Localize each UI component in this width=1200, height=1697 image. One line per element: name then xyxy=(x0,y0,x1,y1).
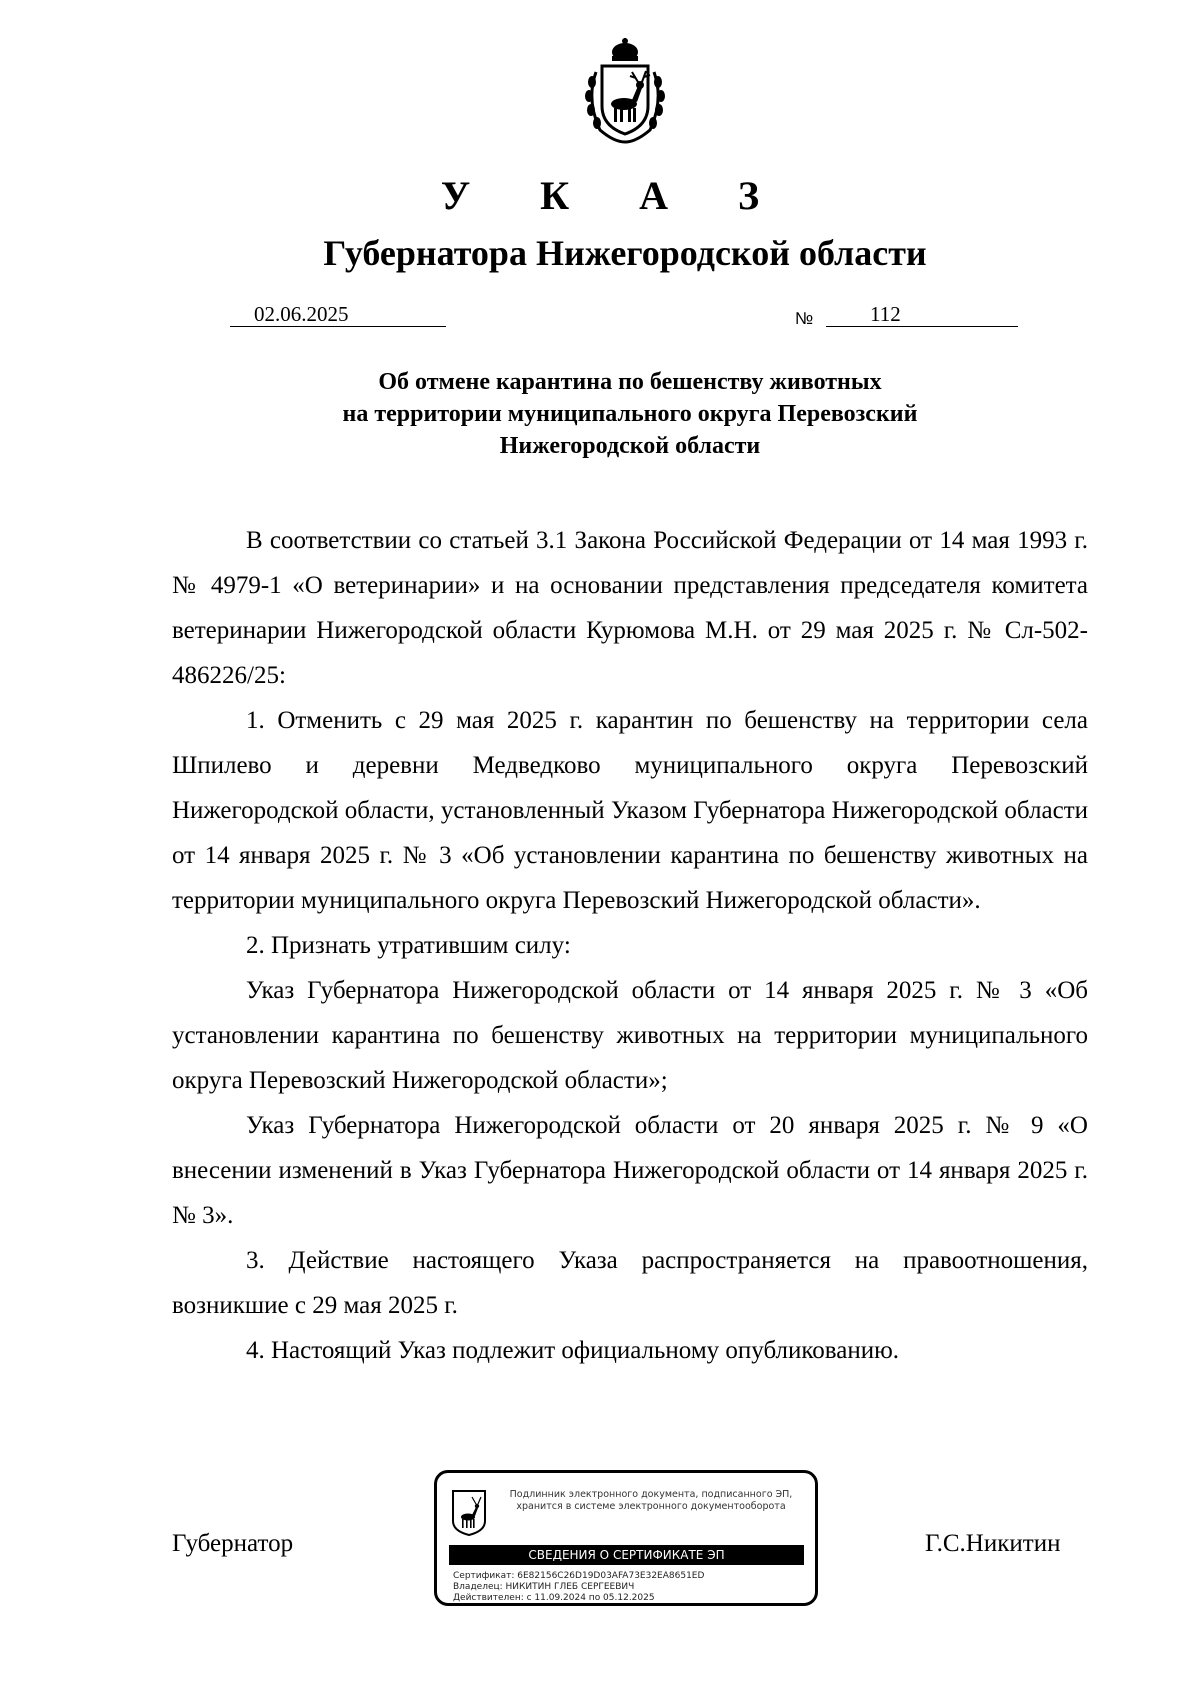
paragraph-item-1: 1. Отменить с 29 мая 2025 г. карантин по бешенству на территории села Шпилево и деревни Медведково муниципального округа Перевозский Нижегородской области, установленный Указом Губернатора Нижегородской области от 14 января 2025 г. № 3 «Об установлении карантина по бешенству животных на территории муниципального округа Перевозский Нижегородской области». xyxy=(172,707,1088,914)
issuer-title: Губернатора Нижегородской области xyxy=(323,233,927,273)
certificate-details xyxy=(453,1571,803,1604)
subject-line: Об отмене карантина по бешенству животных xyxy=(378,369,882,395)
paragraph-preamble: В соответствии со статьей 3.1 Закона Российской Федерации от 14 мая 1993 г. № 4979-1 «О ветеринарии» и на основании представления председателя комитета ветеринарии Нижегородской области Курюмова М.Н. от 29 мая 2025 г. № Сл-502-486226/25: xyxy=(172,527,1088,689)
certificate-owner: Владелец: НИКИТИН ГЛЕБ СЕРГЕЕВИЧ xyxy=(453,1582,635,1592)
subject-line: Нижегородской области xyxy=(499,433,761,459)
document-subject xyxy=(0,366,1200,462)
paragraph-item-2: 2. Признать утратившим силу: xyxy=(246,932,571,959)
stamp-note-line: хранится в системе электронного документооборота xyxy=(516,1501,786,1512)
electronic-signature-stamp xyxy=(434,1470,818,1606)
stamp-note xyxy=(491,1489,811,1513)
certificate-serial: Сертификат: 6E82156C26D19D03AFA73E32EA8651ED xyxy=(453,1571,705,1581)
certificate-validity: Действителен: с 11.09.2024 по 05.12.2025 xyxy=(453,1593,655,1603)
subject-line: на территории муниципального округа Перевозский xyxy=(342,401,918,427)
document-date: 02.06.2025 xyxy=(230,302,446,327)
number-sign: № xyxy=(795,309,814,328)
signatory-position: Губернатор xyxy=(172,1530,294,1557)
coat-of-arms-icon xyxy=(570,38,680,148)
document-number: 112 xyxy=(826,302,1018,327)
signatory-name: Г.С.Никитин xyxy=(925,1530,1061,1557)
document-type-title: У К А З xyxy=(440,173,790,218)
document-body xyxy=(172,518,1088,1373)
certificate-info-banner: СВЕДЕНИЯ О СЕРТИФИКАТЕ ЭП xyxy=(449,1545,804,1565)
deer-emblem-icon xyxy=(451,1489,487,1537)
paragraph-item-3: 3. Действие настоящего Указа распространяется на правоотношения, возникшие с 29 мая 2025 г. xyxy=(172,1247,1088,1319)
paragraph-item-4: 4. Настоящий Указ подлежит официальному опубликованию. xyxy=(246,1337,900,1364)
stamp-note-line: Подлинник электронного документа, подписанного ЭП, xyxy=(509,1489,793,1500)
paragraph-item-2-sub-1: Указ Губернатора Нижегородской области от 14 января 2025 г. № 3 «Об установлении карантина по бешенству животных на территории муниципального округа Перевозский Нижегородской области»; xyxy=(172,977,1088,1094)
paragraph-item-2-sub-2: Указ Губернатора Нижегородской области от 20 января 2025 г. № 9 «О внесении изменений в Указ Губернатора Нижегородской области от 14 января 2025 г. № 3». xyxy=(172,1112,1088,1229)
